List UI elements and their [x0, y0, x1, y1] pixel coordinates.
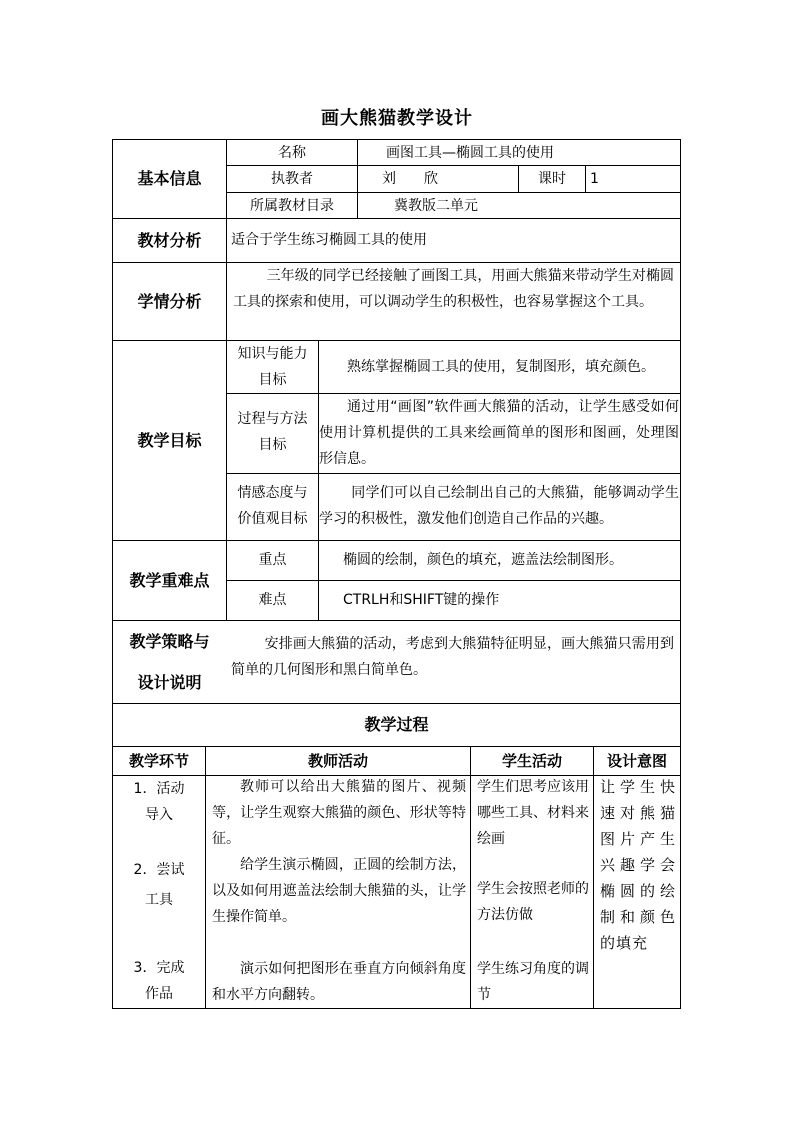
process-header: 教学过程	[364, 715, 429, 734]
student-activity-1: 学生们思考应该用哪些工具、材料来绘画	[477, 779, 589, 847]
material-analysis-header: 教材分析	[137, 231, 202, 250]
textbook-value: 冀教版二单元	[394, 198, 478, 214]
hard-label: 难点	[258, 592, 287, 608]
strategy-text: 安排画大熊猫的活动，考虑到大熊猫特征明显，画大熊猫只需用到简单的几何图形和黑白简单色。	[231, 636, 674, 678]
strategy-header-line1: 教学策略与	[129, 632, 210, 651]
goal-text-emotion: 同学们可以自己绘制出自己的大熊猫，能够调动学生学习的积极性，激发他们创造自己作品的兴趣。	[319, 485, 679, 527]
step-3: 3．完成作品	[133, 960, 185, 1002]
strategy-header-line2: 设计说明	[137, 673, 202, 692]
teacher-label: 执教者	[271, 171, 313, 187]
basic-info-header: 基本信息	[137, 169, 202, 188]
step-2: 2．尝试工具	[133, 862, 185, 908]
name-label: 名称	[278, 145, 306, 161]
strategy-header	[113, 621, 226, 703]
page-title: 画大熊猫教学设计	[321, 108, 473, 129]
teaching-goals-header: 教学目标	[137, 431, 202, 450]
name-value: 画图工具—椭圆工具的使用	[386, 145, 554, 161]
hard-text: CTRLH和SHIFT键的操作	[343, 592, 500, 608]
goal-label-knowledge: 知识与能力目标	[237, 346, 308, 388]
student-analysis-header: 学情分析	[137, 292, 202, 311]
period-value: 1	[590, 171, 599, 187]
goal-text-process: 通过用“画图”软件画大熊猫的活动，让学生感受如何使用计算机提供的工具来绘画简单的图形和图画，处理图形信息。	[319, 399, 679, 467]
teacher-value: 刘 欣	[382, 171, 438, 187]
goal-label-process: 过程与方法目标	[237, 411, 308, 453]
teacher-activity-2: 给学生演示椭圆，正圆的绘制方法，以及如何用遮盖法绘制大熊猫的头，让学生操作简单。	[212, 857, 466, 925]
design-intent: 让学生快速对熊猫图片产生兴趣学会椭圆的绘制和颜色的填充	[600, 778, 676, 952]
textbook-label: 所属教材目录	[250, 198, 334, 214]
teacher-activity-3: 演示如何把图形在垂直方向倾斜角度和水平方向翻转。	[212, 961, 466, 1003]
material-analysis-text: 适合于学生练习椭圆工具的使用	[231, 232, 427, 248]
key-text: 椭圆的绘制，颜色的填充，遮盖法绘制图形。	[343, 552, 623, 568]
key-label: 重点	[258, 552, 287, 568]
step-1: 1．活动导入	[133, 781, 185, 823]
period-label: 课时	[538, 171, 566, 187]
col-header-intent: 设计意图	[606, 752, 667, 770]
goal-label-emotion: 情感态度与价值观目标	[237, 485, 308, 527]
student-analysis-text: 三年级的同学已经接触了画图工具，用画大熊猫来带动学生对椭圆工具的探索和使用，可以调动学生的积极性，也容易掌握这个工具。	[233, 268, 674, 310]
teacher-activity-1: 教师可以给出大熊猫的图片、视频等，让学生观察大熊猫的颜色、形状等特征。	[212, 779, 466, 847]
key-points-header: 教学重难点	[129, 571, 210, 590]
col-header-teacher: 教师活动	[307, 752, 368, 770]
student-activity-2: 学生会按照老师的方法仿做	[477, 881, 589, 923]
goal-text-knowledge: 熟练掌握椭圆工具的使用，复制图形，填充颜色。	[347, 359, 655, 375]
col-header-step: 教学环节	[128, 752, 189, 770]
col-header-student: 学生活动	[501, 752, 562, 770]
student-activity-3: 学生练习角度的调节	[477, 961, 589, 1003]
